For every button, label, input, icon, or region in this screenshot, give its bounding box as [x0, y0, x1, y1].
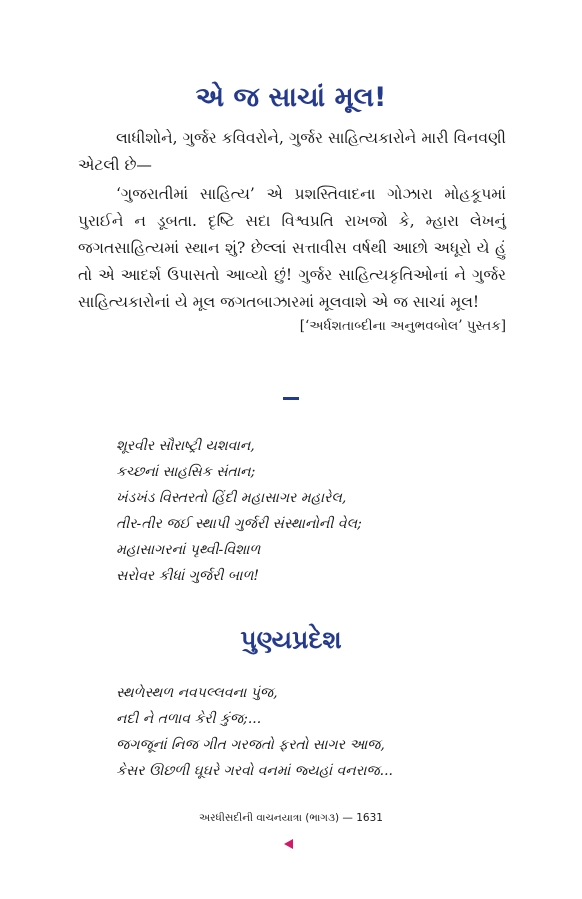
section-title: પુણ્યપ્રદેશ — [240, 625, 342, 654]
poem-line: સ્થળેસ્થળ નવપલ્લવના પુંજ, — [116, 685, 278, 701]
poem-line: નદી ને તળાવ કેરી કુંજ;... — [116, 711, 262, 727]
page-footer: અરધીસદીની વાચનયાત્રા (ભાગ૩) — 1631 — [199, 812, 383, 824]
triangle-left-icon[interactable] — [284, 839, 293, 849]
paragraph-main: ‘ગુજરાતીમાં સાહિત્ય’ એ પ્રશસ્તિવાદના ગોઝારા મોહકૂપમાં પુરાઈને ન ડૂબતા. દૃષ્ટિ સદા વિશ્વપ્રતિ રાખજો કે, મ્હારા લેખનું જગતસાહિત્યમાં સ્થાન શું? છેલ્લાં સત્તાવીસ વર્ષથી આછો અધૂરો યે હું તો એ આદર્શ ઉપાસતો આવ્યો છું! ગુર્જર સાહિત્યકૃતિઓનાં ને ગુર્જર સાહિત્યકારોનાં યે મૂલ જગતબાઝારમાં મૂલવાશે એ જ સાચાં મૂલ! — [78, 185, 506, 311]
poem-line: કચ્છનાં સાહસિક સંતાન; — [116, 464, 256, 480]
poem-line: ખંડખંડ વિસ્તરતો હિંદી મહાસાગર મહારેલ, — [116, 490, 347, 506]
article-title: એ જ સાચાં મૂલ! — [195, 82, 387, 113]
poem-line: મહાસાગરનાં પૃથ્વી-વિશાળ — [116, 542, 261, 558]
article-body — [78, 125, 506, 316]
poem-line: શૂરવીર સૌરાષ્ટ્રી યશવાન, — [116, 438, 255, 454]
section-separator — [283, 397, 299, 400]
poem-line: તીર-તીર જઈ સ્થાપી ગુર્જરી સંસ્થાનોની વેલ; — [116, 516, 362, 532]
poem-stanza — [116, 433, 362, 589]
poem-line: સરોવર કીધાં ગુર્જરી બાળ! — [116, 568, 260, 584]
poem-line: કેસર ઊછળી ઘૂઘરે ગરવો વનમાં જ્યહાં વનરાજ... — [116, 763, 393, 779]
paragraph-intro: લાધીશોને, ગુર્જર કવિવરોને, ગુર્જર સાહિત્યકારોને મારી વિનવણી એટલી છે— — [78, 129, 506, 174]
poem-line: જગજૂનાં નિજ ગીત ગરજતો ફરતો સાગર આજ, — [116, 737, 385, 753]
source-citation: [‘અર્ધશતાબ્દીના અનુભવબોલ’ પુસ્તક] — [299, 318, 506, 334]
section-poem — [116, 680, 393, 784]
